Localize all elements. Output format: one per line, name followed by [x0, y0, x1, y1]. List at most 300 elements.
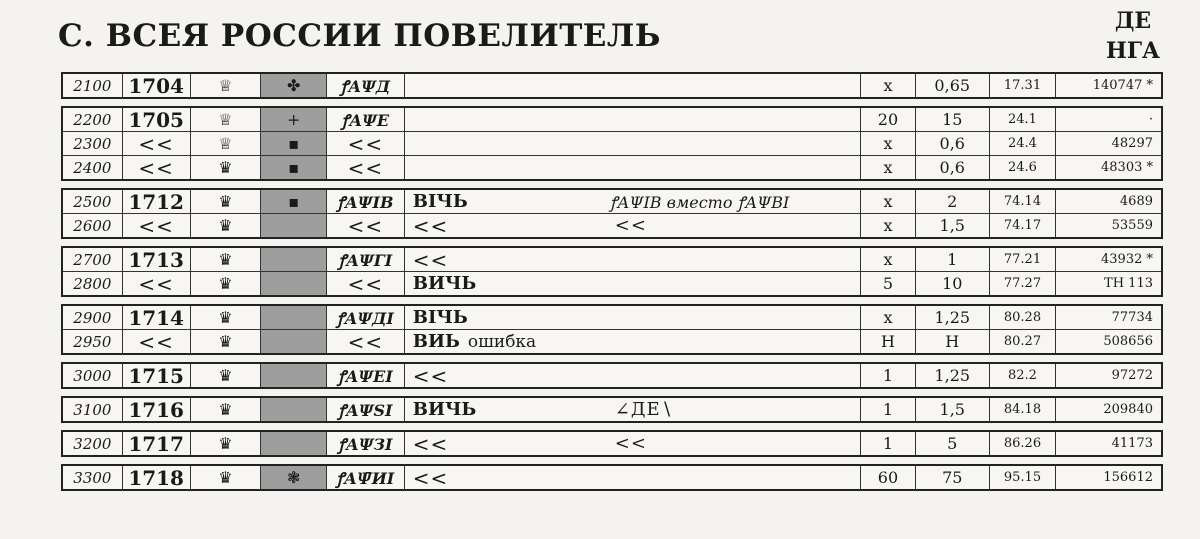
catalog-number-text: 3200	[73, 434, 112, 453]
row-group	[61, 106, 1163, 181]
price-cell-text: 5	[947, 434, 958, 453]
note-text: <<	[614, 215, 647, 236]
price-cell	[916, 398, 990, 421]
rarity-cell-text: x	[883, 308, 893, 327]
price-cell	[916, 156, 990, 179]
crown-cell	[191, 466, 262, 489]
catalog-number	[63, 74, 123, 97]
table-row	[63, 190, 1161, 214]
crown-icon: ♕	[218, 76, 233, 95]
year-cell	[123, 108, 191, 131]
mint-mark-cell	[261, 398, 327, 421]
reference-cell	[990, 156, 1057, 179]
catalog-number	[63, 156, 123, 179]
catalog-number-text: 2100	[73, 76, 112, 95]
inventory-cell	[1056, 432, 1161, 455]
catalog-number	[63, 398, 123, 421]
description-cell	[405, 330, 861, 353]
inventory-cell-text: 97272	[1111, 368, 1153, 383]
reference-cell	[990, 272, 1057, 295]
mint-mark-cell	[261, 364, 327, 387]
crown-cell	[191, 108, 262, 131]
date-cell	[327, 156, 405, 179]
rarity-cell-text: 20	[877, 110, 899, 129]
description-cell	[405, 108, 861, 131]
row-group	[61, 396, 1163, 423]
inventory-cell-text: 43932 *	[1101, 252, 1153, 267]
row-group	[61, 304, 1163, 355]
date-cell-text: <<	[347, 330, 384, 353]
date-cell-text: ꝭАΨЕ	[341, 110, 390, 130]
year-cell	[123, 74, 191, 97]
inventory-cell	[1056, 190, 1161, 213]
catalog-number	[63, 364, 123, 387]
year-cell-text: <<	[138, 156, 174, 179]
reference-cell	[990, 432, 1057, 455]
rarity-cell-text: 1	[882, 366, 894, 385]
description-cell	[405, 214, 861, 237]
crown-cell	[191, 248, 262, 271]
crown-icon: ♛	[218, 468, 233, 487]
crown-cell	[191, 272, 262, 295]
flower-icon: ✤	[286, 76, 301, 95]
catalog-number	[63, 432, 123, 455]
row-group	[61, 464, 1163, 491]
mint-mark-cell	[261, 132, 327, 155]
table-row	[63, 214, 1161, 237]
crown-cell	[191, 398, 262, 421]
inventory-cell-text: 209840	[1103, 402, 1153, 417]
denga-line-1: ДЕ	[1114, 8, 1152, 34]
inventory-cell	[1056, 156, 1161, 179]
year-cell	[123, 248, 191, 271]
crown-icon: ♛	[218, 250, 233, 269]
rarity-cell-text: x	[883, 158, 893, 177]
inventory-cell	[1056, 364, 1161, 387]
year-cell-text: 1716	[128, 398, 184, 421]
price-cell-text: 10	[942, 274, 963, 293]
crown-cell	[191, 330, 262, 353]
row-group	[61, 362, 1163, 389]
table-row	[63, 466, 1161, 489]
reference-cell	[990, 132, 1057, 155]
table-row	[63, 132, 1161, 156]
table-row	[63, 432, 1161, 455]
cross-icon: +	[286, 110, 301, 129]
date-cell-text: <<	[347, 272, 384, 295]
table-row	[63, 272, 1161, 295]
price-cell	[916, 272, 990, 295]
inventory-cell-text: ·	[1148, 112, 1153, 127]
description-cell	[405, 364, 861, 387]
date-cell	[327, 214, 405, 237]
description-cell	[405, 248, 861, 271]
description-cell	[405, 306, 861, 329]
rarity-cell	[861, 306, 916, 329]
crown-cell	[191, 306, 262, 329]
catalog-number	[63, 330, 123, 353]
rarity-cell	[861, 398, 916, 421]
reference-cell	[990, 306, 1057, 329]
year-cell-text: <<	[138, 214, 174, 237]
inventory-cell-text: ТН 113	[1104, 276, 1153, 291]
crown-cell	[191, 74, 262, 97]
price-cell	[916, 214, 990, 237]
date-cell-text: ꝭАΨІВ	[337, 192, 394, 212]
reference-cell-text: 84.18	[1003, 402, 1042, 417]
price-cell	[916, 432, 990, 455]
price-cell	[916, 306, 990, 329]
price-cell-text: 0,6	[939, 134, 965, 153]
rarity-cell	[861, 272, 916, 295]
rarity-cell	[861, 466, 916, 489]
rarity-cell-text: 5	[882, 274, 894, 293]
catalog-number-text: 2800	[73, 274, 112, 293]
rarity-cell-text: x	[883, 250, 893, 269]
price-cell	[916, 466, 990, 489]
inventory-cell	[1056, 74, 1161, 97]
catalog-number-text: 2600	[73, 216, 112, 235]
mint-mark-cell	[261, 466, 327, 489]
price-cell	[916, 248, 990, 271]
row-group	[61, 72, 1163, 99]
inventory-cell-text: 4689	[1119, 194, 1153, 209]
rarity-cell	[861, 156, 916, 179]
catalog-number	[63, 466, 123, 489]
price-cell-text: 1,5	[939, 400, 965, 419]
reference-cell-text: 80.28	[1003, 310, 1042, 325]
catalog-number-text: 3300	[73, 468, 112, 487]
coin-table	[61, 72, 1163, 498]
rarity-cell	[861, 214, 916, 237]
year-cell-text: 1718	[128, 466, 184, 489]
reference-cell-text: 24.4	[1008, 136, 1037, 151]
catalog-number-text: 3100	[73, 400, 112, 419]
description-cell	[405, 190, 861, 213]
table-row	[63, 108, 1161, 132]
date-cell-text: <<	[347, 214, 384, 237]
mint-mark-cell	[261, 214, 327, 237]
mint-mark-cell	[261, 108, 327, 131]
rarity-cell	[861, 132, 916, 155]
crown-icon: ♛	[218, 434, 233, 453]
crown-cell	[191, 190, 262, 213]
date-cell	[327, 432, 405, 455]
rarity-cell	[861, 330, 916, 353]
date-cell	[327, 330, 405, 353]
reference-cell	[990, 74, 1057, 97]
date-cell	[327, 190, 405, 213]
reference-cell	[990, 466, 1057, 489]
date-cell	[327, 108, 405, 131]
rarity-cell	[861, 190, 916, 213]
inventory-cell	[1056, 248, 1161, 271]
year-cell-text: 1704	[128, 74, 184, 97]
date-cell-text: ꝭАΨЗІ	[338, 434, 393, 454]
date-cell-text: ꝭАΨГІ	[338, 250, 393, 270]
crown-icon: ♛	[218, 308, 233, 327]
catalog-number	[63, 272, 123, 295]
rarity-cell-text: 60	[877, 468, 899, 487]
reference-cell-text: 82.2	[1008, 368, 1037, 383]
mint-mark-cell	[261, 306, 327, 329]
legend-text: ВІЧЬ	[412, 191, 468, 212]
description-text: <<	[412, 364, 449, 387]
crown-icon: ♛	[218, 158, 233, 177]
reference-cell	[990, 398, 1057, 421]
inventory-cell-text: 48303 *	[1101, 160, 1153, 175]
crown-icon: ♛	[218, 274, 233, 293]
date-cell	[327, 364, 405, 387]
catalog-number-text: 2900	[73, 308, 112, 327]
reference-cell	[990, 190, 1057, 213]
reference-cell	[990, 364, 1057, 387]
inventory-cell	[1056, 108, 1161, 131]
reference-cell-text: 24.1	[1008, 112, 1037, 127]
date-cell-text: ꝭАΨ̄ИІ	[336, 468, 395, 488]
crown-cell	[191, 132, 262, 155]
legend-text: ВИЧЬ	[412, 399, 477, 420]
catalog-number-text: 2950	[73, 332, 112, 351]
reference-cell-text: 24.6	[1008, 160, 1037, 175]
square-icon: ▪	[288, 158, 300, 177]
description-text: <<	[412, 248, 449, 271]
inventory-cell	[1056, 330, 1161, 353]
denga-line-2: НГА	[1106, 38, 1160, 64]
inventory-cell	[1056, 132, 1161, 155]
description-cell	[405, 466, 861, 489]
price-cell-text: 1	[947, 250, 958, 269]
inventory-cell-text: 77734	[1111, 310, 1153, 325]
table-row	[63, 330, 1161, 353]
inventory-cell-text: 41173	[1111, 436, 1153, 451]
reference-cell-text: 95.15	[1003, 470, 1042, 485]
page-title: С. ВСЕЯ РОССИИ ПОВЕЛИТЕЛЬ	[58, 18, 661, 54]
catalog-number-text: 2500	[73, 192, 112, 211]
catalog-number-text: 2300	[73, 134, 112, 153]
crown-cell	[191, 214, 262, 237]
inventory-cell-text: 508656	[1103, 334, 1153, 349]
table-row	[63, 364, 1161, 387]
mint-mark-cell	[261, 74, 327, 97]
year-cell	[123, 432, 191, 455]
rarity-cell-text: x	[883, 134, 893, 153]
year-cell	[123, 306, 191, 329]
mint-mark-cell	[261, 432, 327, 455]
year-cell-text: 1713	[128, 248, 184, 271]
reference-cell-text: 80.27	[1003, 334, 1042, 349]
year-cell	[123, 132, 191, 155]
reference-cell	[990, 330, 1057, 353]
crown-icon: ♕	[218, 110, 233, 129]
denga-heading	[1088, 6, 1178, 66]
catalog-number	[63, 132, 123, 155]
legend-text: ВІЧЬ	[412, 307, 468, 328]
crown-icon: ♕	[218, 134, 233, 153]
price-cell-text: 15	[942, 110, 963, 129]
price-cell-text: 1,5	[939, 216, 965, 235]
table-row	[63, 248, 1161, 272]
price-cell	[916, 364, 990, 387]
year-cell	[123, 272, 191, 295]
catalog-number	[63, 306, 123, 329]
date-cell	[327, 398, 405, 421]
mint-mark-cell	[261, 156, 327, 179]
rarity-cell-text: x	[883, 216, 893, 235]
date-cell	[327, 306, 405, 329]
inventory-cell-text: 48297	[1111, 136, 1153, 151]
legend-text: ВИЧЬ	[412, 273, 477, 294]
year-cell	[123, 156, 191, 179]
date-cell-text: ꝭАΨДІ	[336, 308, 394, 328]
rarity-cell	[861, 248, 916, 271]
inventory-cell-text: 53559	[1111, 218, 1153, 233]
reference-cell-text: 86.26	[1003, 436, 1042, 451]
mint-mark-cell	[261, 272, 327, 295]
year-cell	[123, 466, 191, 489]
crown-icon: ♛	[218, 366, 233, 385]
description-cell	[405, 132, 861, 155]
catalog-number	[63, 108, 123, 131]
catalog-number	[63, 248, 123, 271]
crown-icon: ♛	[218, 192, 233, 211]
square-icon: ▪	[288, 134, 300, 153]
year-cell-text: 1717	[128, 432, 184, 455]
year-cell-text: 1705	[128, 108, 184, 131]
description-cell	[405, 398, 861, 421]
year-cell	[123, 330, 191, 353]
catalog-number-text: 2400	[73, 158, 112, 177]
reference-cell	[990, 214, 1057, 237]
reference-cell-text: 77.21	[1003, 252, 1042, 267]
date-cell	[327, 132, 405, 155]
description-text: <<	[412, 432, 449, 455]
crown-icon: ♛	[218, 216, 233, 235]
inventory-cell	[1056, 466, 1161, 489]
date-cell-text: ꝭАΨЅІ	[338, 400, 393, 420]
crown-cell	[191, 364, 262, 387]
table-row	[63, 306, 1161, 330]
year-cell-text: <<	[138, 330, 174, 353]
row-group	[61, 246, 1163, 297]
rarity-cell-text: x	[883, 192, 893, 211]
catalog-number-text: 3000	[73, 366, 112, 385]
price-cell	[916, 74, 990, 97]
crown-cell	[191, 432, 262, 455]
reference-cell-text: 74.17	[1003, 218, 1042, 233]
year-cell	[123, 190, 191, 213]
square-icon: ▪	[288, 192, 300, 211]
price-cell-text: 1,25	[934, 308, 971, 327]
reference-cell-text: 74.14	[1003, 194, 1042, 209]
inventory-cell	[1056, 306, 1161, 329]
year-cell	[123, 364, 191, 387]
year-cell	[123, 214, 191, 237]
price-cell-text: 1,25	[934, 366, 971, 385]
date-cell	[327, 466, 405, 489]
inventory-cell-text: 140747 *	[1092, 78, 1153, 93]
date-cell-text: <<	[347, 156, 384, 179]
rarity-cell	[861, 432, 916, 455]
catalog-number-text: 2700	[73, 250, 112, 269]
table-row	[63, 156, 1161, 179]
note-text: <<	[614, 433, 647, 454]
crown-icon: ♛	[218, 332, 233, 351]
mint-mark-cell	[261, 248, 327, 271]
date-cell-text: <<	[347, 132, 384, 155]
price-cell	[916, 190, 990, 213]
date-cell	[327, 272, 405, 295]
year-cell-text: <<	[138, 132, 174, 155]
catalog-number	[63, 190, 123, 213]
description-text: <<	[412, 214, 449, 237]
row-group	[61, 430, 1163, 457]
flower-icon: ❃	[286, 468, 301, 487]
price-cell	[916, 330, 990, 353]
price-cell-text: 75	[942, 468, 963, 487]
price-cell-text: 0,6	[939, 158, 965, 177]
reference-cell-text: 77.27	[1003, 276, 1042, 291]
catalog-number	[63, 214, 123, 237]
price-cell-text: 2	[947, 192, 958, 211]
inventory-cell-text: 156612	[1103, 470, 1153, 485]
price-cell	[916, 132, 990, 155]
rarity-cell	[861, 364, 916, 387]
inventory-cell	[1056, 272, 1161, 295]
note-text: ∠ДЕ∖	[614, 399, 674, 420]
table-row	[63, 398, 1161, 421]
price-cell	[916, 108, 990, 131]
table-row	[63, 74, 1161, 97]
year-cell-text: 1712	[128, 190, 184, 213]
description-cell	[405, 272, 861, 295]
inventory-cell	[1056, 214, 1161, 237]
reference-cell	[990, 108, 1057, 131]
date-cell-text: ꝭАΨД	[340, 76, 391, 96]
rarity-cell-text: 1	[882, 434, 894, 453]
mint-mark-cell	[261, 190, 327, 213]
rarity-cell	[861, 108, 916, 131]
date-cell-text: ꝭАΨЕІ	[337, 366, 393, 386]
mint-mark-cell	[261, 330, 327, 353]
rarity-cell-text: x	[883, 76, 893, 95]
price-cell-text: Н	[945, 332, 960, 351]
inventory-cell	[1056, 398, 1161, 421]
year-cell-text: <<	[138, 272, 174, 295]
rarity-cell-text: 1	[882, 400, 894, 419]
price-cell-text: 0,65	[934, 76, 971, 95]
description-text: ошибка	[467, 331, 537, 352]
reference-cell-text: 17.31	[1003, 78, 1042, 93]
description-text: <<	[412, 466, 449, 489]
date-cell	[327, 74, 405, 97]
legend-text: ВИЬ	[412, 331, 460, 352]
description-cell	[405, 156, 861, 179]
year-cell	[123, 398, 191, 421]
rarity-cell-text: Н	[881, 332, 895, 351]
crown-icon: ♛	[218, 400, 233, 419]
description-cell	[405, 74, 861, 97]
date-cell	[327, 248, 405, 271]
rarity-cell	[861, 74, 916, 97]
year-cell-text: 1715	[128, 364, 184, 387]
catalog-number-text: 2200	[73, 110, 112, 129]
row-group	[61, 188, 1163, 239]
note-text: ꝭАΨІВ вместо ꝭАΨВІ	[609, 192, 790, 212]
crown-cell	[191, 156, 262, 179]
reference-cell	[990, 248, 1057, 271]
description-cell	[405, 432, 861, 455]
